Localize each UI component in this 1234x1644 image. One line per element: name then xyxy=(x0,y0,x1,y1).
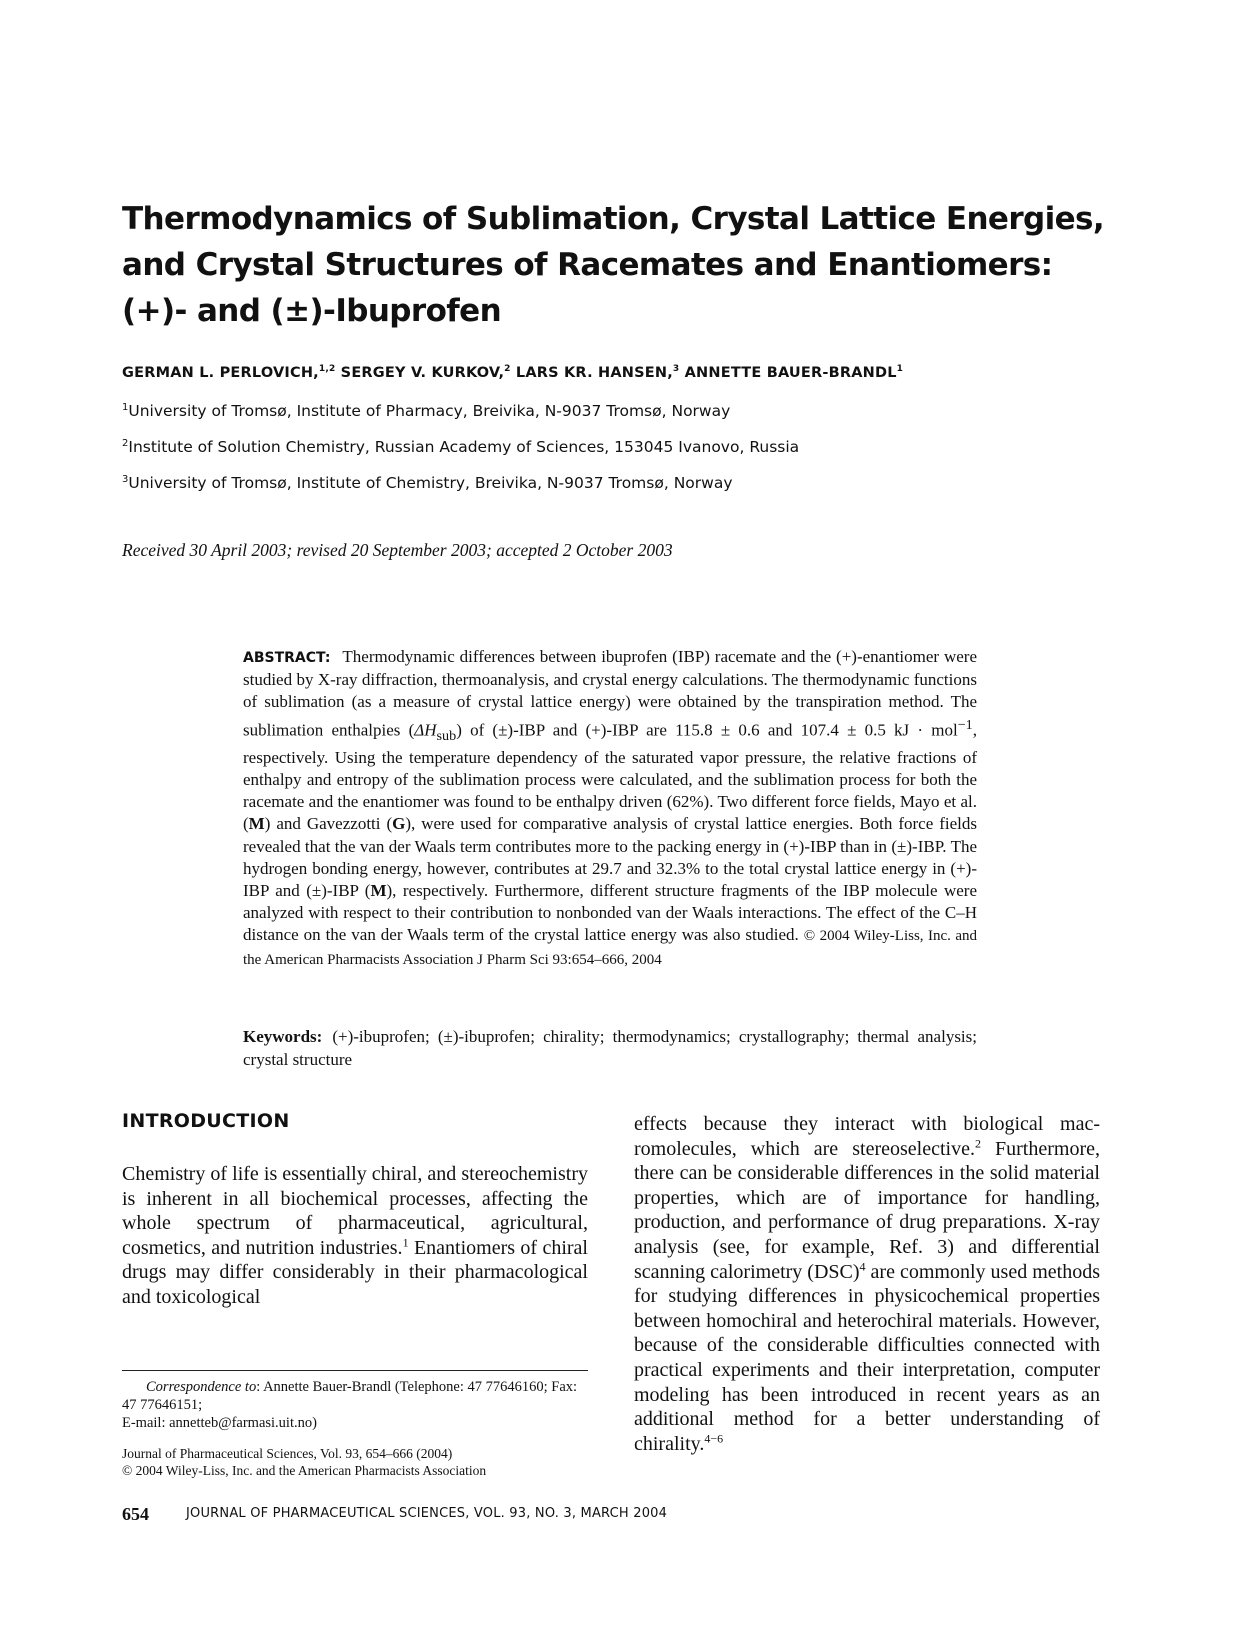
intro-text: effects because they interact with biological macromolecules, which are stereoselective. xyxy=(634,1113,1100,1160)
affiliation-2 xyxy=(122,438,1022,456)
unit-exponent: −1 xyxy=(957,716,973,733)
article-title xyxy=(122,196,1122,334)
affiliation-1 xyxy=(122,402,1022,420)
citation-mark: 4−6 xyxy=(704,1431,724,1446)
intro-column-left xyxy=(122,1162,588,1310)
affiliation-number: 3 xyxy=(122,474,129,485)
affiliation-text: University of Tromsø, Institute of Chemistry, Breivika, N-9037 Tromsø, Norway xyxy=(128,474,733,493)
author-affiliation-mark: 1 xyxy=(896,364,904,374)
author-affiliation-mark: 1,2 xyxy=(318,364,336,374)
abstract-text-2: ) of (±)-IBP and (+)-IBP are 115.8 ± 0.6 and 107.4 ± 0.5 kJ · mol xyxy=(456,720,958,740)
citation-mark: 2 xyxy=(974,1135,981,1150)
journal-copyright: © 2004 Wiley-Liss, Inc. and the American Pharmacists Association xyxy=(122,1463,487,1478)
correspondence-footnote xyxy=(122,1378,588,1432)
intro-text: are commonly used methods for studying differences in physicochemical properties between homochiral and heterochiral materials. However, because of the considerable difficulties connected with practical experiments and their interpretation, computer modeling has been introduced in recent years as an additional method for a better understanding of chirality. xyxy=(634,1260,1100,1455)
affiliation-number: 1 xyxy=(122,402,129,413)
intro-text: Chemistry of life is essentially chiral, and stereochemistry is inherent in all biochemical processes, affecting the whole spectrum of pharmaceutical, agricultural, cosmetics, and nutrition industries. xyxy=(122,1163,588,1259)
author-name: GERMAN L. PERLOVICH, xyxy=(122,364,319,381)
delta-h-subscript: sub xyxy=(436,727,457,744)
intro-text: Furthermore, there can be considerable differences in the solid material properties, which are of importance for handling, production, and performance of drug preparations. X-ray analysis (see, for example, Ref. 3) and differential scanning calorimetry (DSC) xyxy=(634,1137,1100,1283)
intro-text: Enantiomers of chiral drugs may differ considerably in their pharmacological and toxicological xyxy=(122,1236,588,1308)
journal-citation-note xyxy=(122,1445,588,1479)
correspondence-email: E-mail: annetteb@farmasi.uit.no) xyxy=(122,1415,317,1431)
title-line-2: and Crystal Structures of Racemates and Enantiomers: xyxy=(122,247,1053,283)
force-field-m: M xyxy=(248,814,265,834)
abstract-text-3: , respectively. Using the temperature dependency of the saturated vapor pressure, the relative fractions of enthalpy and entropy of the sublimation process were calculated, and the sublimation process for both the racemate and the enantiomer was found to be enthalpy driven (62%). Two different force fields, Mayo et al. ( xyxy=(243,720,977,834)
force-field-m-ref: M xyxy=(370,881,387,901)
abstract-text-6: ), respectively. Furthermore, different structure fragments of the IBP molecule were analyzed with respect to their contribution to nonbonded van der Waals interactions. The effect of the C–H distance on the van der Waals term of the crystal lattice energy was also studied. xyxy=(243,881,977,945)
footnote-divider xyxy=(122,1370,588,1371)
author-name: ANNETTE BAUER-BRANDL xyxy=(684,364,897,381)
keywords-text: (+)-ibuprofen; (±)-ibuprofen; chirality; thermodynamics; crystallography; thermal analysis; crystal structure xyxy=(243,1027,977,1069)
correspondence-text: : Annette Bauer-Brandl (Telephone: 47 77646160; Fax: 47 77646151; xyxy=(122,1379,578,1413)
affiliation-number: 2 xyxy=(122,438,129,449)
author-name: SERGEY V. KURKOV, xyxy=(340,364,505,381)
running-footer: JOURNAL OF PHARMACEUTICAL SCIENCES, VOL. 93, NO. 3, MARCH 2004 xyxy=(186,1506,668,1521)
author-list xyxy=(122,364,1122,381)
abstract-label: ABSTRACT: xyxy=(243,650,331,666)
keywords xyxy=(243,1025,977,1071)
intro-column-right xyxy=(634,1112,1100,1456)
received-dates: Received 30 April 2003; revised 20 September 2003; accepted 2 October 2003 xyxy=(122,540,673,560)
keywords-label: Keywords: xyxy=(243,1027,323,1046)
abstract-text-1: Thermodynamic differences between ibuprofen (IBP) racemate and the (+)-enantiomer were studied by X-ray diffraction, thermoanalysis, and crystal energy calculations. The thermodynamic functions of sublimation (as a measure of crystal lattice energy) were obtained by the transpiration method. The sublimation enthalpies ( xyxy=(243,647,977,740)
citation-mark: 4 xyxy=(859,1258,866,1273)
title-line-3: (+)- and (±)-Ibuprofen xyxy=(122,293,502,329)
journal-citation: Journal of Pharmaceutical Sciences, Vol. 93, 654–666 (2004) xyxy=(122,1446,453,1461)
affiliation-3 xyxy=(122,474,1022,492)
abstract-text-4: ) and Gavezzotti ( xyxy=(264,814,393,834)
author-affiliation-mark: 3 xyxy=(672,364,680,374)
page-number: 654 xyxy=(122,1504,149,1524)
correspondence-label: Correspondence to xyxy=(146,1379,257,1395)
citation-mark: 1 xyxy=(402,1235,409,1250)
force-field-g: G xyxy=(392,814,406,834)
author-name: LARS KR. HANSEN, xyxy=(515,364,673,381)
title-line-1: Thermodynamics of Sublimation, Crystal Lattice Energies, xyxy=(122,201,1105,237)
abstract-text-5: ), were used for comparative analysis of crystal lattice energies. Both force fields revealed that the van der Waals term contributes more to the packing energy in (+)-IBP than in (±)-IBP. The hydrogen bonding energy, however, contributes at 29.7 and 32.3% to the total crystal lattice energy in (+)-IBP and (±)-IBP ( xyxy=(243,814,978,901)
author-affiliation-mark: 2 xyxy=(504,364,511,374)
abstract-copyright: © 2004 Wiley-Liss, Inc. and the American Pharmacists Association J Pharm Sci 93:654–666, 2004 xyxy=(243,928,977,968)
section-heading-introduction: INTRODUCTION xyxy=(122,1110,290,1132)
abstract xyxy=(243,646,977,971)
affiliation-text: University of Tromsø, Institute of Pharmacy, Breivika, N-9037 Tromsø, Norway xyxy=(128,402,731,421)
delta-h-symbol: ΔH xyxy=(414,720,437,740)
affiliation-text: Institute of Solution Chemistry, Russian Academy of Sciences, 153045 Ivanovo, Russia xyxy=(128,438,800,457)
